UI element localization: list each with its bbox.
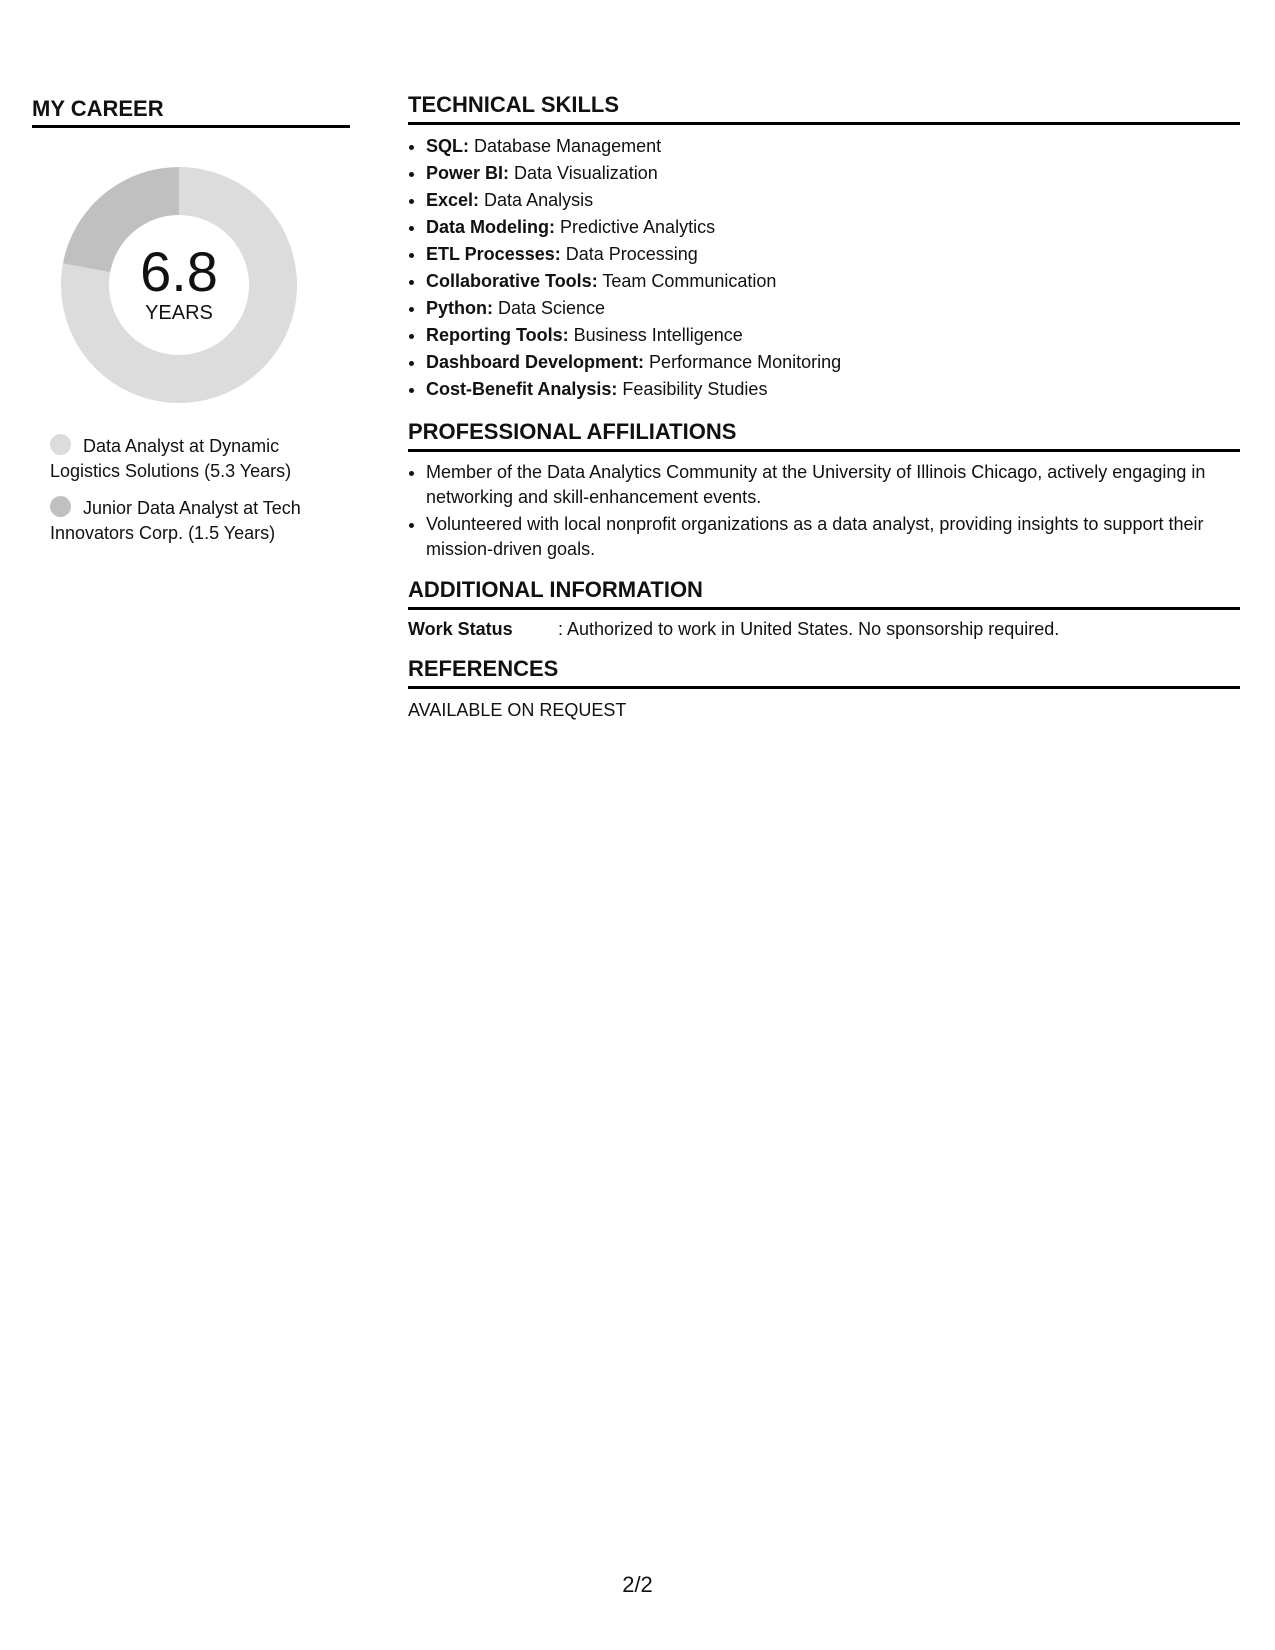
career-title: MY CAREER <box>32 96 350 128</box>
donut-center <box>56 162 302 324</box>
years-unit: YEARS <box>145 302 213 324</box>
legend-dot-1 <box>50 496 71 517</box>
skill-desc: Feasibility Studies <box>617 379 768 399</box>
skill-item <box>426 187 1240 214</box>
skill-name: Data Modeling: <box>426 217 555 237</box>
career-column <box>32 96 350 558</box>
skill-desc: Performance Monitoring <box>644 352 842 372</box>
skill-name: Dashboard Development: <box>426 352 645 372</box>
affiliation-item: • Volunteered with local nonprofit organizations as a data analyst, providing insights to support their mission-driven goals. <box>426 512 1240 561</box>
career-legend <box>50 434 350 546</box>
skill-name: SQL: <box>426 136 469 156</box>
work-status-label: Work Status <box>408 619 513 639</box>
skill-name: ETL Processes: <box>426 244 561 264</box>
skill-name: Cost-Benefit Analysis: <box>426 379 618 399</box>
skill-desc: Data Analysis <box>479 190 594 210</box>
skill-item <box>426 214 1240 241</box>
affiliations-list <box>408 460 1240 561</box>
skill-desc: Data Visualization <box>509 163 658 183</box>
content-column <box>408 92 1240 721</box>
references-section <box>408 656 1240 721</box>
legend-label: Junior Data Analyst at Tech Innovators Corp. (1.5 Years) <box>50 498 301 543</box>
work-status-value: : Authorized to work in United States. No sponsorship required. <box>558 619 1060 639</box>
total-years: 6.8 <box>140 240 218 303</box>
affiliations-section <box>408 419 1240 561</box>
skill-name: Excel: <box>426 190 480 210</box>
additional-title: ADDITIONAL INFORMATION <box>408 577 1240 610</box>
skill-item <box>426 268 1240 295</box>
affiliation-item: • Member of the Data Analytics Community at the University of Illinois Chicago, actively engaging in networking and skill-enhancement events. <box>426 460 1240 509</box>
skill-item <box>426 295 1240 322</box>
affiliations-title: PROFESSIONAL AFFILIATIONS <box>408 419 1240 452</box>
skills-list <box>408 133 1240 403</box>
skill-name: Collaborative Tools: <box>426 271 598 291</box>
skill-item <box>426 241 1240 268</box>
skills-title: TECHNICAL SKILLS <box>408 92 1240 125</box>
skill-desc: Business Intelligence <box>568 325 743 345</box>
additional-info-section <box>408 577 1240 640</box>
skill-desc: Data Processing <box>560 244 698 264</box>
skill-desc: Team Communication <box>597 271 777 291</box>
references-text: AVAILABLE ON REQUEST <box>408 700 627 720</box>
skill-item <box>426 349 1240 376</box>
skill-desc: Database Management <box>469 136 662 156</box>
skill-name: Power BI: <box>426 163 510 183</box>
skill-item <box>426 160 1240 187</box>
skill-desc: Predictive Analytics <box>555 217 716 237</box>
skill-desc: Data Science <box>493 298 606 318</box>
skill-item <box>426 322 1240 349</box>
skill-item <box>426 133 1240 160</box>
legend-item <box>50 496 350 546</box>
legend-label: Data Analyst at Dynamic Logistics Solutions (5.3 Years) <box>50 436 292 481</box>
legend-item <box>50 434 350 484</box>
references-title: REFERENCES <box>408 656 1240 689</box>
skill-name: Python: <box>426 298 493 318</box>
work-status-row <box>408 619 1240 640</box>
legend-dot-0 <box>50 434 71 455</box>
skill-item <box>426 376 1240 403</box>
page-number: 2/2 <box>622 1572 653 1597</box>
technical-skills-section <box>408 92 1240 403</box>
skill-name: Reporting Tools: <box>426 325 569 345</box>
career-donut-chart <box>56 162 302 408</box>
